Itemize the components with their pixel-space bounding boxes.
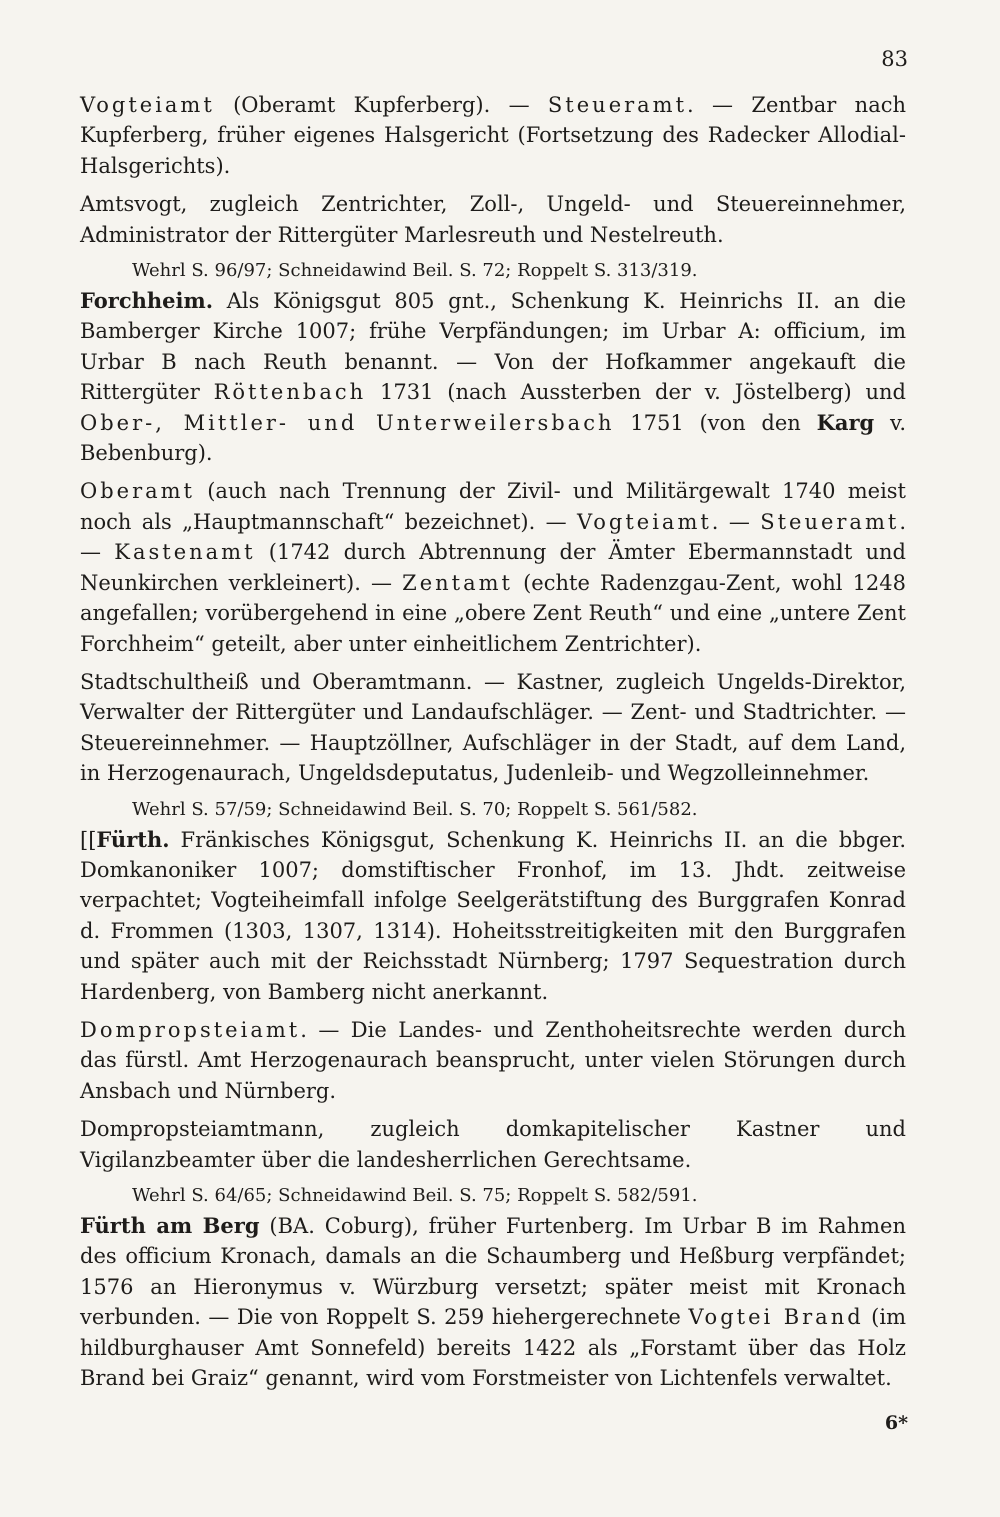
page-content (80, 90, 906, 1393)
text-run: Stadtschultheiß und Oberamtmann. — Kastner, zugleich Ungelds-Direktor, Verwalter der Rittergüter und Landaufschläger. — Zent- und Stadtrichter. — Steuereinnehmer. — Hauptzöllner, Aufschläger in der Stadt, auf dem Land, in Herzogenaurach, Ungeldsdeputatus, Judenleib- und Wegzolleinnehmer. (80, 669, 906, 786)
spaced-term: Vogteiamt (577, 509, 712, 534)
text-run: (echte Radenzgau-Zent, wohl 1248 angefallen; vorübergehend in eine „obere Zent Reuth“ und eine „untere Zent Forchheim“ geteilt, aber unter einheitlichem Zentrichter). (80, 570, 907, 656)
text-run: [[ (80, 827, 97, 852)
sheet-signature-mark: 6* (884, 1412, 908, 1434)
entry-paragraph (80, 667, 906, 789)
bold-term: Karg (816, 409, 875, 435)
spaced-term: Vogtei Brand (688, 1305, 864, 1330)
document-entry (80, 90, 906, 286)
text-run: 1731 (nach Aussterben der v. Jöstelberg) und (366, 380, 906, 405)
text-run: Als Königsgut 805 gnt., Schenkung K. Heinrichs II. an die Bamberger Kirche 1007; frühe Verpfändungen; im Urbar A: officium, im Urbar B nach Reuth benannt. — Von der Hofkammer angekauft die Rittergüter (80, 289, 906, 405)
entry-paragraph (80, 189, 906, 250)
text-run: (auch nach Trennung der Zivil- und Militärgewalt 1740 meist noch als „Hauptmannschaft“ bezeichnet). — (80, 479, 906, 534)
spaced-term: Oberamt (80, 479, 195, 504)
entry-heading: Forchheim. (80, 288, 214, 314)
spaced-term: Steueramt (547, 93, 688, 117)
page-number: 83 (881, 47, 908, 71)
text-run: Dompropsteiamtmann, zugleich domkapitelischer Kastner und Vigilanzbeamter über die landesherrlichen Gerechtsame. (80, 1117, 906, 1172)
text-run: (im hildburghauser Amt Sonnefeld) bereits 1422 als „Forstamt über das Holz Brand bei Graiz“ genannt, wird vom Forstmeister von Lichtenfels verwaltet. (80, 1305, 907, 1391)
spaced-term: Röttenbach (213, 380, 367, 405)
entry-paragraph (80, 1015, 906, 1106)
entry-paragraph (80, 286, 906, 468)
text-run: . — Die Landes- und Zenthoheitsrechte werden durch das fürstl. Amt Herzogenaurach beansprucht, unter vielen Störungen durch Ansbach und Nürnberg. (80, 1017, 906, 1103)
text-run: . — Zentbar nach Kupferberg, früher eigenes Halsgericht (Fortsetzung des Radecker Allodial-Halsgerichts). (80, 93, 906, 178)
reference-line: Wehrl S. 57/59; Schneidawind Beil. S. 70; Roppelt S. 561/582. (132, 798, 698, 820)
spaced-term: Ober-, Mittler- und Unterweilersbach (80, 410, 615, 435)
text-run: (BA. Coburg), früher Furtenberg. Im Urbar B im Rahmen des officium Kronach, damals an die Schaumberg und Heßburg verpfändet; 1576 an Hieronymus v. Würzburg versetzt; später meist mit Kronach verbunden. — Die von Roppelt S. 259 hiehergerechnete (80, 1214, 906, 1330)
entry-paragraph (80, 90, 906, 181)
text-run: 1751 (von den (614, 410, 817, 435)
text-run: . — (80, 509, 906, 565)
spaced-term: Vogteiamt (80, 93, 215, 117)
reference-line: Wehrl S. 96/97; Schneidawind Beil. S. 72; Roppelt S. 313/319. (132, 260, 698, 282)
entry-paragraph (80, 825, 906, 1007)
entry-paragraph (80, 1211, 906, 1393)
text-run: (1742 durch Abtrennung der Ämter Ebermannstadt und Neunkirchen verkleinert). — (80, 540, 906, 595)
text-run: Amtsvogt, zugleich Zentrichter, Zoll-, Ungeld- und Steuereinnehmer, Administrator der Rittergüter Marlesreuth und Nestelreuth. (80, 192, 906, 247)
reference-line: Wehrl S. 64/65; Schneidawind Beil. S. 75; Roppelt S. 582/591. (132, 1185, 698, 1206)
document-entry (80, 1211, 906, 1393)
spaced-term: Kastenamt (114, 540, 256, 565)
entry-heading: Fürth. (96, 826, 170, 852)
spaced-term: Steueramt (760, 509, 900, 534)
entry-heading: Fürth am Berg (80, 1213, 260, 1238)
spaced-term: Zentamt (402, 570, 513, 595)
spaced-term: Dompropsteiamt (80, 1017, 301, 1042)
text-run: Fränkisches Königsgut, Schenkung K. Heinrichs II. an die bbger. Domkanoniker 1007; domstiftischer Fronhof, im 13. Jhdt. zeitweise verpachtet; Vogteiheimfall infolge Seelgerätstiftung des Burggrafen Konrad d. Frommen (1303, 1307, 1314). Hoheitsstreitigkeiten mit den Burggrafen und später auch mit der Reichsstadt Nürnberg; 1797 Sequestration durch Hardenberg, von Bamberg nicht anerkannt. (80, 827, 906, 1004)
document-entry (80, 286, 906, 825)
entry-paragraph (80, 476, 906, 658)
text-run: v. Bebenburg). (80, 410, 907, 466)
text-run: (Oberamt Kupferberg). — (214, 93, 548, 117)
text-run: . — (711, 509, 761, 534)
entry-paragraph (80, 1114, 906, 1175)
document-entry (80, 825, 906, 1211)
